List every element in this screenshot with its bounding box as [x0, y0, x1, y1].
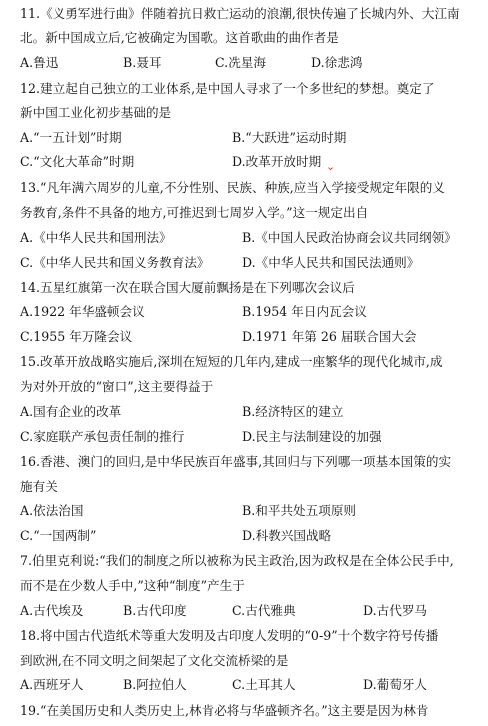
question-14-options-row-2 [20, 329, 482, 345]
question-19-stem-line-1: 19.“在美国历史和人类历史上,林肯必将与华盛顿齐名。”这主要是因为林肯 [20, 703, 429, 718]
question-18-option-c: C.土耳其人 [232, 677, 296, 692]
question-12-option-b: B.“大跃进”运动时期 [232, 130, 347, 145]
question-17-option-c: C.古代雅典 [232, 603, 296, 618]
question-13-stem-line-2: 务教育,条件不具备的地方,可推迟到七周岁入学。”这一规定出自 [20, 205, 369, 220]
question-12-option-c: C.“文化大革命”时期 [20, 154, 135, 169]
question-13-option-d: D.《中华人民共和国民法通则》 [242, 255, 420, 270]
question-12-option-a: A.“一五计划”时期 [20, 130, 122, 145]
question-18-option-d: D.葡萄牙人 [363, 677, 428, 692]
question-15-option-b: B.经济特区的建立 [242, 404, 344, 419]
question-18-options [20, 677, 482, 693]
question-14-option-c: C.1955 年万隆会议 [20, 329, 133, 344]
question-16-option-d: D.科教兴国战略 [242, 528, 332, 543]
question-18-stem-line-2: 到欧洲,在不同文明之间架起了文化交流桥梁的是 [20, 653, 289, 668]
question-16-option-c: C.“一国两制” [20, 528, 97, 543]
question-15-stem-line-2: 为对外开放的“窗口”,这主要得益于 [20, 379, 214, 394]
question-16-options-row-2 [20, 528, 482, 544]
question-16-option-b: B.和平共处五项原则 [242, 503, 357, 518]
question-17-stem-line-1: 7.伯里克利说:“我们的制度之所以被称为民主政治,因为政权是在全体公民手中, [20, 553, 454, 568]
question-13-option-b: B.《中国人民政治协商会议共同纲领》 [242, 230, 457, 245]
question-11-option-c: C.冼星海 [215, 55, 266, 70]
question-16-stem-line-2: 施有关 [20, 479, 58, 494]
question-13-stem-line-1: 13.“凡年满六周岁的儿童,不分性别、民族、种族,应当入学接受规定年限的义 [20, 180, 445, 195]
question-17-option-d: D.古代罗马 [363, 603, 428, 618]
question-18-option-b: B.阿拉伯人 [123, 677, 187, 692]
question-11-stem-line-2: 北。新中国成立后,它被确定为国歌。这首歌曲的曲作者是 [20, 30, 339, 45]
question-12-options-row-2 [20, 154, 482, 170]
question-16-option-a: A.依法治国 [20, 503, 84, 518]
question-15-options-row-2 [20, 429, 482, 445]
question-17-option-a: A.古代埃及 [20, 603, 84, 618]
question-14-stem-line-1: 14.五星红旗第一次在联合国大厦前飘扬是在下列哪次会议后 [20, 280, 355, 295]
question-12-options-row-1 [20, 130, 482, 146]
question-12-option-d: D.改革开放时期 [232, 154, 322, 169]
question-18-stem-line-1: 18.将中国古代造纸术等重大发明及古印度人发明的“0-9”十个数字符号传播 [20, 628, 439, 643]
question-13-option-a: A.《中华人民共和国刑法》 [20, 230, 172, 245]
question-18-option-a: A.西班牙人 [20, 677, 84, 692]
correction-mark: ⌄ [326, 160, 336, 173]
question-15-option-c: C.家庭联产承包责任制的推行 [20, 429, 185, 444]
question-17-options [20, 603, 482, 619]
question-11-option-d: D.徐悲鸿 [311, 55, 363, 70]
question-12-stem-line-2: 新中国工业化初步基础的是 [20, 105, 172, 120]
question-12-stem-line-1: 12.建立起自己独立的工业体系,是中国人寻求了一个多世纪的梦想。奠定了 [20, 81, 435, 96]
question-17-option-b: B.古代印度 [123, 603, 187, 618]
question-14-option-a: A.1922 年华盛顿会议 [20, 304, 145, 319]
question-11-options [20, 55, 482, 71]
question-17-stem-line-2: 而不是在少数人手中,”这种“制度”产生于 [20, 578, 245, 593]
question-15-stem-line-1: 15.改革开放战略实施后,深圳在短短的几年内,建成一座繁华的现代化城市,成 [20, 354, 443, 369]
question-11-option-b: B.聂耳 [123, 55, 162, 70]
question-11-option-a: A.鲁迅 [20, 55, 59, 70]
question-14-option-b: B.1954 年日内瓦会议 [242, 304, 367, 319]
question-15-options-row-1 [20, 404, 482, 420]
question-13-options-row-2 [20, 255, 482, 271]
question-16-stem-line-1: 16.香港、澳门的回归,是中华民族百年盛事,其回归与下列哪一项基本国策的实 [20, 454, 452, 469]
question-13-options-row-1 [20, 230, 482, 246]
question-14-options-row-1 [20, 304, 482, 320]
question-15-option-a: A.国有企业的改革 [20, 404, 122, 419]
question-13-option-c: C.《中华人民共和国义务教育法》 [20, 255, 210, 270]
question-11-stem-line-1: 11.《义勇军进行曲》伴随着抗日救亡运动的浪潮,很快传遍了长城内外、大江南 [20, 6, 460, 21]
question-16-options-row-1 [20, 503, 482, 519]
question-15-option-d: D.民主与法制建设的加强 [242, 429, 382, 444]
question-14-option-d: D.1971 年第 26 届联合国大会 [242, 329, 417, 344]
